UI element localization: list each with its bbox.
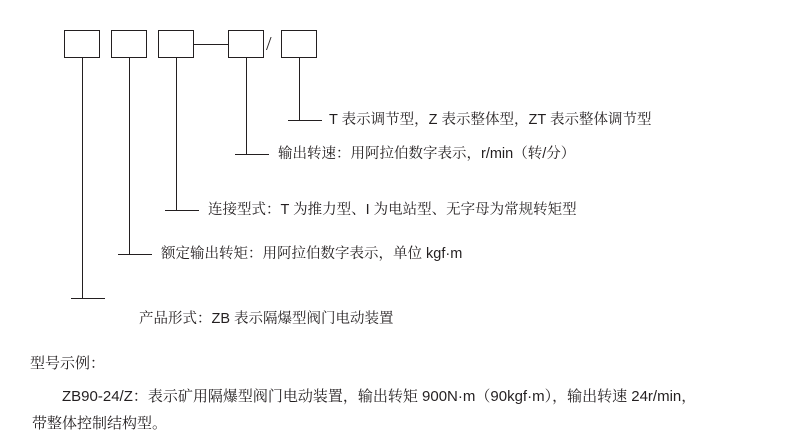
leader-horizontal-output-speed <box>235 154 269 155</box>
leader-vertical-product-form <box>82 58 83 298</box>
leader-horizontal-control-type <box>288 120 322 121</box>
box-connection-type <box>158 30 194 58</box>
leader-vertical-control-type <box>299 58 300 120</box>
leader-horizontal-rated-torque <box>118 254 152 255</box>
box-output-speed <box>228 30 264 58</box>
callout-output-speed: 输出转速：用阿拉伯数字表示，r/min（转/分） <box>278 146 576 162</box>
callout-connection-type: 连接型式：T 为推力型、I 为电站型、无字母为常规转矩型 <box>208 202 577 218</box>
leader-horizontal-connection-type <box>165 210 199 211</box>
callout-rated-torque: 额定输出转矩：用阿拉伯数字表示，单位 kgf·m <box>161 246 463 262</box>
example-line-1: ZB90-24/Z：表示矿用隔爆型阀门电动装置，输出转矩 900N·m（90kgf·m），输出转速 24r/min， <box>62 388 697 405</box>
box-control-type <box>281 30 317 58</box>
callout-control-type: T 表示调节型，Z 表示整体型，ZT 表示整体调节型 <box>329 112 652 128</box>
example-heading: 型号示例： <box>30 355 106 372</box>
box-product-form <box>64 30 100 58</box>
leader-vertical-output-speed <box>246 58 247 154</box>
callout-product-form: 产品形式：ZB 表示隔爆型阀门电动装置 <box>139 311 394 327</box>
box-rated-torque <box>111 30 147 58</box>
connector-dash <box>194 44 228 45</box>
leader-horizontal-product-form <box>71 298 105 299</box>
leader-vertical-rated-torque <box>129 58 130 254</box>
example-line-2: 带整体控制结构型。 <box>32 415 168 432</box>
leader-vertical-connection-type <box>176 58 177 210</box>
separator-slash: / <box>266 33 272 55</box>
